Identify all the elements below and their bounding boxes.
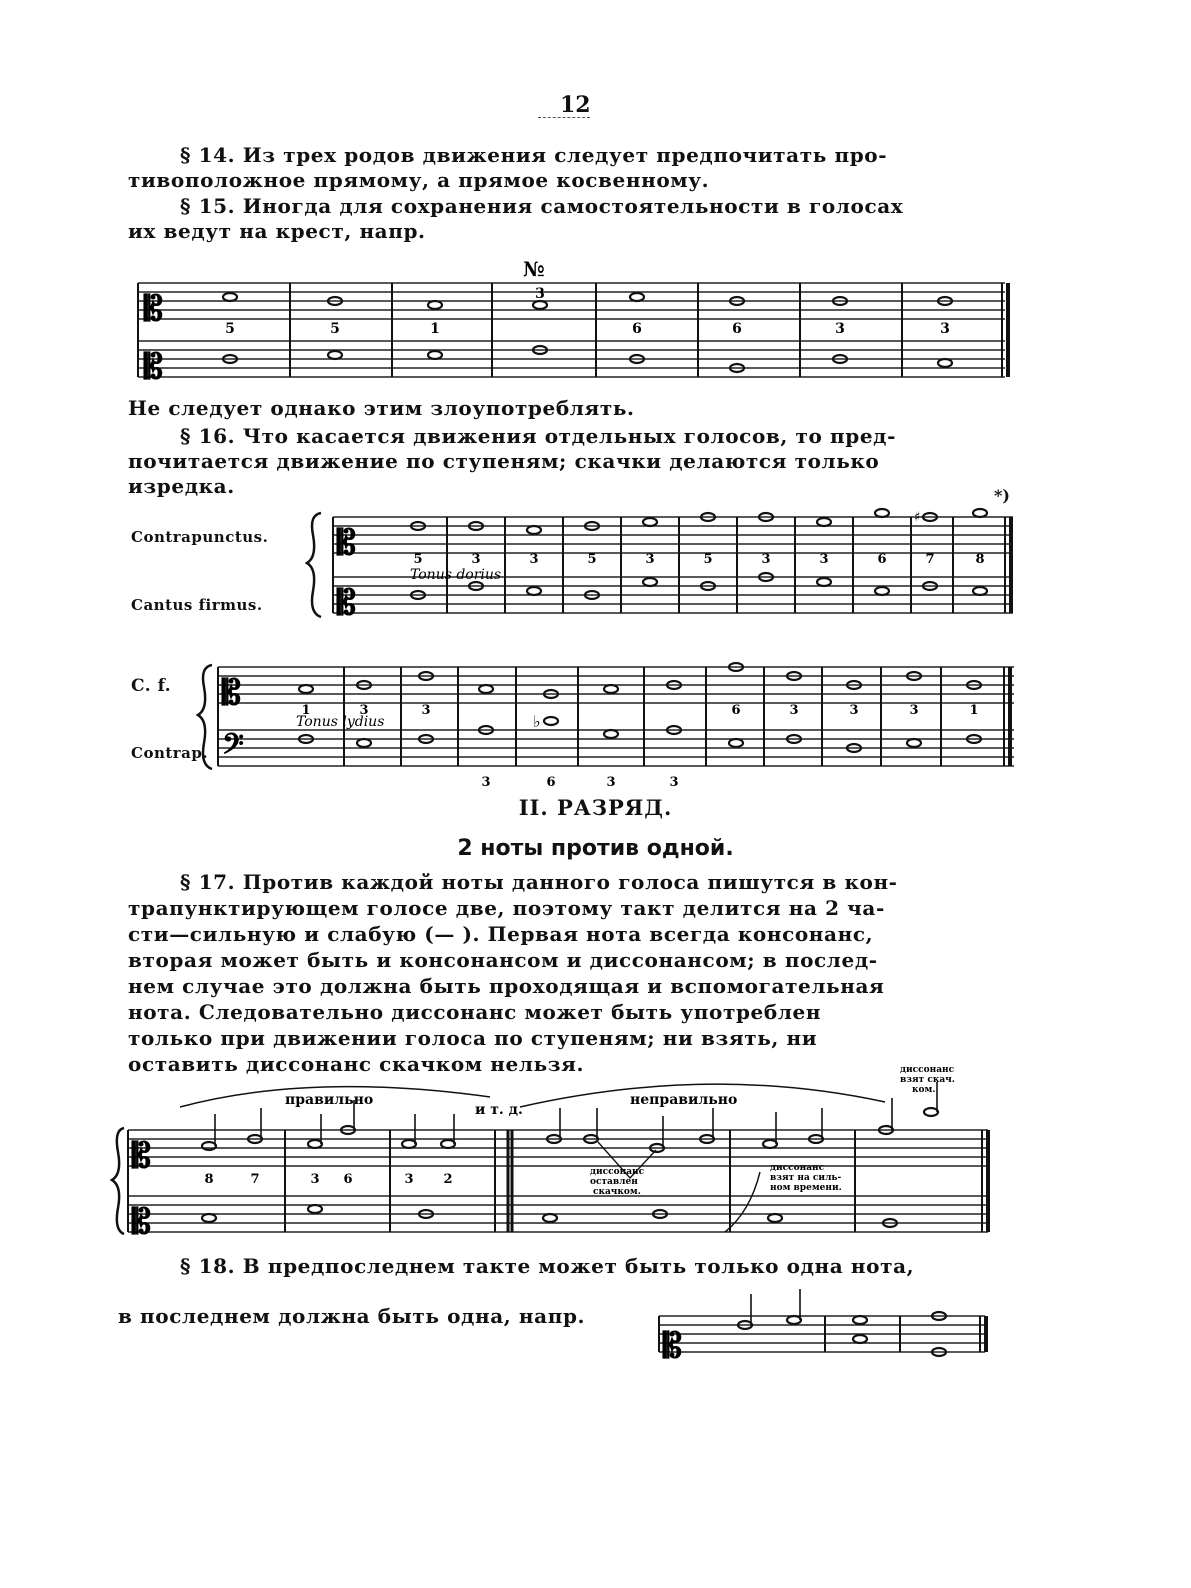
interval-figure: 3 [849, 703, 859, 718]
alto-clef-icon: 𝄡 [663, 1326, 682, 1366]
para17-line-5: нем случае это должна быть проходящая и вспомогательная [128, 974, 885, 998]
alto-clef-icon: 𝄡 [144, 347, 163, 385]
paragraph-17 [128, 869, 1008, 1077]
annotation-line: ном времени. [770, 1183, 842, 1193]
interval-figure: 5 [587, 552, 597, 567]
music-example-1 [130, 255, 1020, 385]
etc-label: и т. д. [475, 1102, 523, 1118]
interval-figure: 7 [250, 1172, 260, 1187]
interval-figure: 8 [975, 552, 985, 567]
interval-figure: 6 [731, 703, 741, 718]
para17-line-4: вторая может быть и консонансом и диссонансом; в послед- [128, 948, 878, 972]
alto-clef-icon: 𝄡 [132, 1136, 151, 1176]
interval-figure: 3 [645, 552, 655, 567]
alto-clef-icon: 𝄡 [337, 583, 356, 623]
music-example-5 [655, 1272, 995, 1367]
mode-label: Tonus dorius [410, 567, 502, 583]
interval-figure: 3 [909, 703, 919, 718]
contrapunctus-label: Contrap. [131, 744, 209, 762]
annotation-line: скачком. [593, 1187, 641, 1197]
interval-figure: 6 [343, 1172, 353, 1187]
interval-figure: 3 [606, 775, 616, 790]
para16-line-2: почитается движение по ступеням; скачки делаются только [128, 449, 880, 473]
correct-label: правильно [285, 1092, 374, 1108]
para17-line-8: оставить диссонанс скачком нельзя. [128, 1052, 585, 1076]
interval-figure: 3 [669, 775, 679, 790]
interval-figure: 3 [529, 552, 539, 567]
interval-figure: 3 [471, 552, 481, 567]
annotation-line: оставлен [590, 1177, 638, 1187]
flat-icon: ♭ [533, 712, 541, 731]
page-number: 12 [560, 92, 591, 118]
paragraph-14 [128, 143, 1008, 193]
annotation-line: взят скач. [900, 1075, 955, 1085]
interval-figure: 3 [481, 775, 491, 790]
annotation-line: ком. [912, 1085, 936, 1095]
interval-figure: 1 [430, 321, 440, 337]
interval-figure: 5 [330, 321, 340, 337]
music-example-2 [305, 505, 1020, 630]
paragraph-16 [128, 424, 1008, 499]
incorrect-label: неправильно [630, 1092, 738, 1108]
interval-figure: 5 [413, 552, 423, 567]
annotation-line: диссонанс [590, 1167, 645, 1177]
music-example-3 [196, 655, 1021, 790]
section-heading: II. РАЗРЯД. [518, 795, 673, 820]
page-number-rule [538, 117, 590, 118]
subheading: 2 ноты против одной. [457, 836, 734, 861]
brace-icon [307, 513, 321, 617]
interval-figure: 3 [359, 703, 369, 718]
interval-figure: 2 [443, 1172, 453, 1187]
brace-icon [112, 1128, 124, 1234]
interval-figure: 3 [310, 1172, 320, 1187]
cantus-firmus-label: C. f. [131, 676, 172, 696]
interval-figure: 6 [546, 775, 556, 790]
para18-line-2: в последнем должна быть одна, напр. [118, 1304, 586, 1328]
para17-line-2: трапунктирующем голосе две, поэтому такт делится на 2 ча- [128, 896, 885, 920]
paragraph-15b [128, 396, 1008, 421]
interval-figure: 6 [732, 321, 742, 337]
interval-figure: 3 [421, 703, 431, 718]
interval-figure: 5 [225, 321, 235, 337]
para14-line-2: тивоположное прямому, а прямое косвенному. [128, 168, 710, 192]
interval-figure: 3 [819, 552, 829, 567]
para18-line-1: § 18. В предпоследнем такте может быть только одна нота, [180, 1254, 915, 1278]
interval-figure: 1 [301, 703, 311, 718]
music-example-4 [110, 1062, 1000, 1247]
brace-icon [198, 665, 212, 769]
interval-figure: 6 [632, 321, 642, 337]
para15-line-1: § 15. Иногда для сохранения самостоятельности в голосах [180, 194, 904, 218]
annotation-line: диссонанс [770, 1163, 825, 1173]
alto-clef-icon: 𝄡 [144, 289, 163, 329]
interval-figure: 1 [969, 703, 979, 718]
para17-line-3: сти—сильную и слабую (— ). Первая нота всегда консонанс, [128, 922, 874, 946]
alto-clef-icon: 𝄡 [337, 523, 356, 563]
para17-line-6: нота. Следовательно диссонанс может быть употреблен [128, 1000, 822, 1024]
contrapunctus-label: Contrapunctus. [131, 528, 269, 546]
interval-figure: 3 [404, 1172, 414, 1187]
sharp-icon: ♯ [914, 510, 921, 525]
para15-line-2: их ведут на крест, напр. [128, 219, 426, 243]
interval-figure: 3 [835, 321, 845, 337]
para17-line-7: только при движении голоса по ступеням; ни взять, ни [128, 1026, 818, 1050]
interval-figure: 5 [703, 552, 713, 567]
para15b-line: Не следует однако этим злоупотреблять. [128, 396, 635, 420]
interval-figure: 6 [877, 552, 887, 567]
para16-line-1: § 16. Что касается движения отдельных голосов, то пред- [180, 424, 896, 448]
example1-mark: № [523, 257, 545, 281]
interval-figure: 8 [204, 1172, 214, 1187]
cantus-firmus-label: Cantus firmus. [131, 596, 263, 614]
alto-clef-icon: 𝄡 [222, 673, 241, 713]
interval-figure: 3 [789, 703, 799, 718]
para17-line-1: § 17. Против каждой ноты данного голоса пишутся в кон- [180, 870, 898, 894]
annotation-line: диссонанс [900, 1065, 955, 1075]
interval-figure: 7 [925, 552, 935, 567]
interval-figure: 3 [940, 321, 950, 337]
paragraph-18b [118, 1304, 678, 1329]
interval-figure: 3 [535, 286, 545, 302]
para14-line-1: § 14. Из трех родов движения следует предпочитать про- [180, 143, 888, 167]
paragraph-15 [128, 194, 1008, 244]
interval-figure: 3 [761, 552, 771, 567]
para16-line-3: изредка. [128, 474, 235, 498]
mode-label: Tonus lydius [296, 714, 385, 730]
alto-clef-icon: 𝄡 [132, 1202, 151, 1242]
bass-clef-icon: 𝄢 [222, 728, 244, 768]
annotation-line: взят на силь- [770, 1173, 842, 1183]
footnote-mark: *) [994, 486, 1010, 505]
